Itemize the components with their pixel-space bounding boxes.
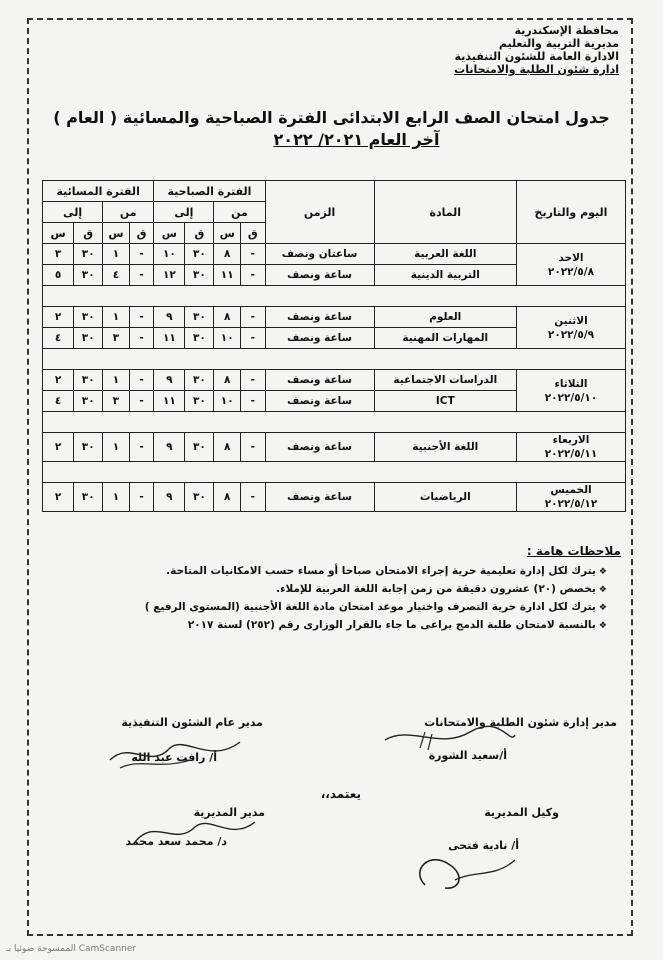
time-cell: ١٠ [214,391,241,412]
header-evening-from: من [103,202,154,223]
time-cell: ٤ [43,328,74,349]
duration-cell: ساعة ونصف [265,328,374,349]
header-evening-to: إلى [43,202,103,223]
day-date-cell [516,433,625,462]
day-name: الاربعاء [552,434,590,446]
time-cell: ٣٠ [185,265,214,286]
time-cell: ١١ [154,328,185,349]
row-spacer [43,286,626,307]
header-line-governorate: محافظة الإسكندرية [514,24,619,37]
subject-cell: ICT [374,391,516,412]
spacer-cell [43,462,626,483]
time-cell: - [241,391,265,412]
time-cell: ١١ [214,265,241,286]
time-cell: ٣٠ [185,391,214,412]
day-date-cell [516,244,625,286]
header-duration: الزمن [265,181,374,244]
time-cell: ٣٠ [74,244,103,265]
header-morning-to: إلى [154,202,214,223]
signature-title: مدير المديرية [193,806,265,819]
spacer-cell [43,412,626,433]
time-cell: ٢ [43,307,74,328]
subject-cell: اللغة الأجنبية [374,433,516,462]
time-cell: ٤ [103,265,130,286]
time-cell: ٨ [214,483,241,512]
time-cell: ٩ [154,433,185,462]
subject-cell: الدراسات الاجتماعية [374,370,516,391]
exam-date: ٢٠٢٢/٥/١٢ [544,498,598,510]
signature-title: وكيل المديرية [484,806,559,819]
note-item: ❖ يترك لكل ادارة حرية التصرف واختيار موعد امتحان مادة اللغة الأجنبية (المستوى الرفيع ) [87,599,607,617]
handwritten-signature-icon [380,720,520,760]
time-cell: ٣ [43,244,74,265]
signature-name: أ/ نادية فتحى [448,839,519,852]
table-row [43,244,626,265]
duration-cell: ساعة ونصف [265,483,374,512]
time-cell: ٨ [214,433,241,462]
time-cell: ٣٠ [185,483,214,512]
table-row [43,370,626,391]
subject-cell: اللغة العربية [374,244,516,265]
duration-cell: ساعتان ونصف [265,244,374,265]
time-cell: ٣٠ [74,483,103,512]
day-name: الاثنين [554,314,588,327]
time-cell: ٣٠ [74,265,103,286]
time-cell: ٣٠ [185,370,214,391]
handwritten-signature-icon [130,812,260,852]
handwritten-signature-icon [405,830,525,895]
time-cell: ١٢ [154,265,185,286]
time-cell: ٩ [154,483,185,512]
exam-date: ٢٠٢٢/٥/١٠ [544,391,598,404]
authority-header [454,24,619,76]
row-spacer [43,412,626,433]
page-subtitle [0,130,663,149]
header-hour: س [43,223,74,244]
day-name: الثلاثاء [554,377,588,390]
approval-label: يعتمد،، [320,787,361,801]
page-title: جدول امتحان الصف الرابع الابتدائى الفترة الصباحية والمسائية ( العام ) [53,108,610,127]
day-date-cell [516,307,625,349]
header-hour: س [154,223,185,244]
time-cell: ١ [103,370,130,391]
note-item: ❖ يخصص (٢٠) عشرون دقيقة من زمن إجابة اللغة العربية للإملاء. [87,581,607,599]
note-item: ❖ بالنسبة لامتحان طلبة الدمج يراعى ما جاء بالقرار الوزارى رقم (٢٥٢) لسنة ٢٠١٧ [87,617,607,635]
time-cell: - [241,433,265,462]
header-morning-from: من [214,202,265,223]
header-day-date: اليوم والتاريخ [516,181,625,244]
header-hour: س [214,223,241,244]
header-subject: المادة [374,181,516,244]
time-cell: - [129,433,153,462]
header-minute: ق [129,223,153,244]
time-cell: ٣٠ [74,328,103,349]
table-row [43,307,626,328]
subject-cell: المهارات المهنية [374,328,516,349]
time-cell: ٨ [214,370,241,391]
time-cell: ٣٠ [185,433,214,462]
day-date-cell [516,370,625,412]
header-line-department: ادارة شئون الطلبة والامتحانات [454,63,619,76]
header-line-directorate: مديرية التربية والتعليم [498,37,619,50]
time-cell: ٨ [214,307,241,328]
exam-schedule-body [43,244,626,512]
note-item: ❖ يترك لكل إدارة تعليمية حرية إجراء الامتحان صباحا أو مساء حسب الامكانيات المتاحة. [87,563,607,581]
day-name: الاحد [558,251,584,264]
table-row [43,433,626,462]
time-cell: ١ [103,307,130,328]
time-cell: - [241,307,265,328]
time-cell: ١ [103,483,130,512]
spacer-cell [43,349,626,370]
spacer-cell [43,286,626,307]
time-cell: - [241,265,265,286]
exam-schedule-table [42,180,626,512]
header-line-administration: الادارة العامة للشئون التنفيذية [454,50,619,63]
signature-name: أ/ رافت عبد الله [131,751,217,764]
duration-cell: ساعة ونصف [265,307,374,328]
row-spacer [43,462,626,483]
signature-name: أ/سعيد الشورة [428,749,507,762]
duration-cell: ساعة ونصف [265,265,374,286]
time-cell: ٣٠ [74,391,103,412]
exam-date: ٢٠٢٢/٥/٩ [547,328,595,341]
time-cell: ١٠ [214,328,241,349]
subject-cell: التربية الدينية [374,265,516,286]
time-cell: ٣٠ [185,244,214,265]
row-spacer [43,349,626,370]
header-evening: الفترة المسائية [43,181,154,202]
duration-cell: ساعة ونصف [265,391,374,412]
table-row [43,483,626,512]
time-cell: ٣٠ [185,307,214,328]
academic-year: آخر العام ٢٠٢١/ ٢٠٢٢ [273,130,440,149]
time-cell: ٣٠ [185,328,214,349]
time-cell: ٢ [43,433,74,462]
time-cell: ٩ [154,307,185,328]
header-minute: ق [185,223,214,244]
time-cell: ١٠ [154,244,185,265]
day-name: الخميس [550,484,592,496]
notes-list [87,563,607,635]
signature-title: مدير عام الشئون التنفيذية [121,716,263,729]
time-cell: ٤ [43,391,74,412]
header-hour: س [103,223,130,244]
duration-cell: ساعة ونصف [265,433,374,462]
notes-title: ملاحظات هامة : [526,544,621,558]
time-cell: - [241,370,265,391]
time-cell: ٢ [43,483,74,512]
time-cell: ٣٠ [74,433,103,462]
time-cell: ٨ [214,244,241,265]
handwritten-signature-icon [100,730,250,775]
header-minute: ق [241,223,265,244]
day-date-cell [516,483,625,512]
subject-cell: الرياضيات [374,483,516,512]
signature-title: مدير إدارة شئون الطلبة والامتحانات [424,716,617,729]
time-cell: ١١ [154,391,185,412]
time-cell: - [241,483,265,512]
time-cell: - [129,391,153,412]
time-cell: - [129,328,153,349]
header-minute: ق [74,223,103,244]
duration-cell: ساعة ونصف [265,370,374,391]
time-cell: ٢ [43,370,74,391]
time-cell: ١ [103,433,130,462]
time-cell: - [129,244,153,265]
time-cell: ٣ [103,391,130,412]
time-cell: - [129,265,153,286]
signature-name: د/ محمد سعد محمد [125,835,227,848]
time-cell: ٩ [154,370,185,391]
time-cell: - [129,370,153,391]
subject-cell: العلوم [374,307,516,328]
time-cell: - [129,483,153,512]
time-cell: - [241,244,265,265]
exam-date: ٢٠٢٢/٥/١١ [544,448,598,460]
time-cell: ٣٠ [74,370,103,391]
time-cell: ٥ [43,265,74,286]
scanner-watermark: الممسوحة ضوئيا بـ CamScanner [6,944,137,954]
time-cell: ٣٠ [74,307,103,328]
time-cell: ١ [103,244,130,265]
time-cell: ٣ [103,328,130,349]
exam-date: ٢٠٢٢/٥/٨ [547,265,595,278]
header-morning: الفترة الصباحية [154,181,265,202]
time-cell: - [241,328,265,349]
time-cell: - [129,307,153,328]
